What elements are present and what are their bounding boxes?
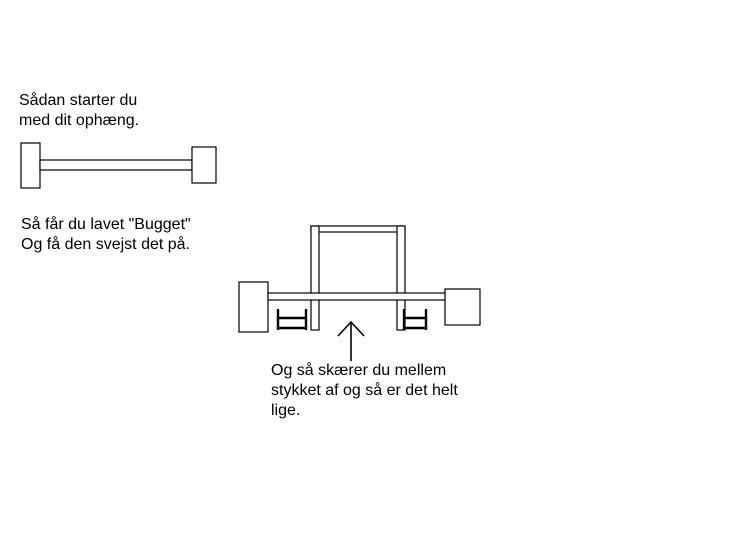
left-bracket [278,309,306,330]
right-bracket [404,309,426,330]
caption-step-1: Sådan starter du med dit ophæng. [19,92,140,129]
left-block [239,282,268,332]
cut-arrow [338,322,364,361]
frame-top-bar [311,226,405,232]
frame-left-post [311,226,319,330]
right-block [445,289,480,325]
axle-bar [40,160,192,170]
figure-bugget-suspension [239,226,480,332]
caption-step-2: Så får du lavet "Bugget" Og få den svejst det på. [21,216,191,253]
left-block [21,143,40,188]
figure-basic-suspension [21,143,216,188]
caption-step-3: Og så skærer du mellem stykket af og så er det helt lige. [271,362,458,419]
right-block [192,147,216,183]
axle-bar [268,293,445,300]
